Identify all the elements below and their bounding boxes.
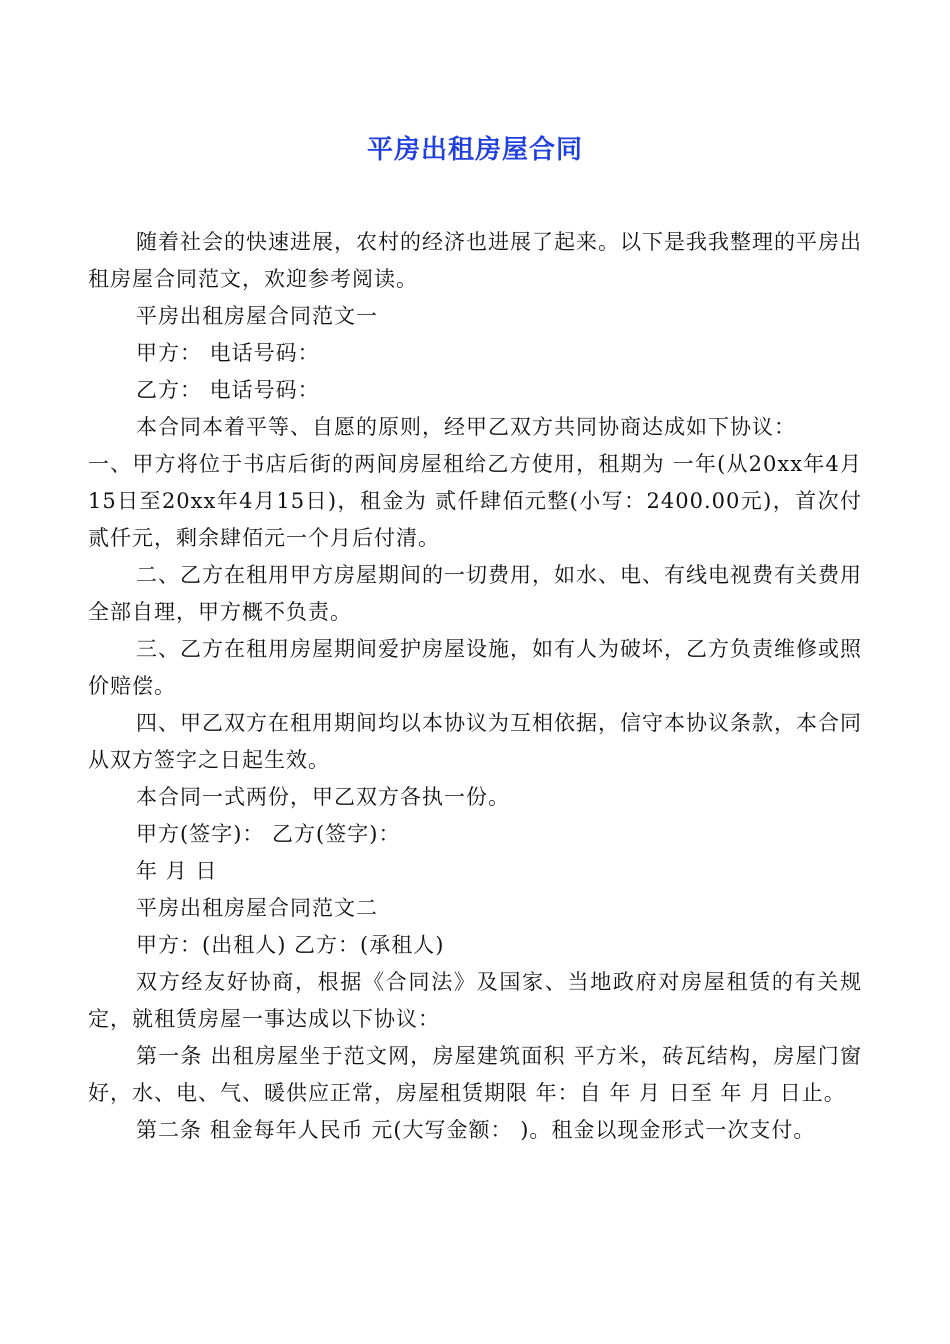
paragraph: 随着社会的快速进展，农村的经济也进展了起来。以下是我我整理的平房出租房屋合同范文，欢迎参考阅读。 [88,230,862,291]
paragraph: 第一条 出租房屋坐于范文网，房屋建筑面积 平方米，砖瓦结构，房屋门窗好，水、电、气、暖供应正常，房屋租赁期限 年：自 年 月 日至 年 月 日止。 [88,1044,862,1105]
paragraph: 双方经友好协商，根据《合同法》及国家、当地政府对房屋租赁的有关规定，就租赁房屋一事达成以下协议： [88,970,862,1031]
section-heading: 平房出租房屋合同范文一 [136,304,378,328]
paragraph: 本合同本着平等、自愿的原则，经甲乙双方共同协商达成如下协议： [136,415,796,439]
paragraph: 二、乙方在租用甲方房屋期间的一切费用，如水、电、有线电视费有关费用全部自理，甲方概不负责。 [88,563,862,624]
paragraph: 乙方： 电话号码： [136,378,320,402]
signature-line: 甲方(签字)： 乙方(签字)： [136,822,401,846]
document-title: 平房出租房屋合同 [366,135,583,165]
paragraph: 一、甲方将位于书店后街的两间房屋租给乙方使用，租期为 一年(从20xx年4月15日至20xx年4月15日)，租金为 贰仟肆佰元整(小写：2400.00元)，首次付贰仟元，剩余肆佰元一个月后付清。 [88,452,862,550]
paragraph: 本合同一式两份，甲乙双方各执一份。 [136,785,510,809]
paragraph: 四、甲乙双方在租用期间均以本协议为互相依据，信守本协议条款，本合同从双方签字之日起生效。 [88,711,862,772]
paragraph: 甲方：(出租人) 乙方：(承租人) [136,933,445,957]
document-body [88,224,862,1149]
paragraph: 三、乙方在租用房屋期间爱护房屋设施，如有人为破坏，乙方负责维修或照价赔偿。 [88,637,862,698]
section-heading: 平房出租房屋合同范文二 [136,896,378,920]
paragraph: 甲方： 电话号码： [136,341,320,365]
paragraph: 第二条 租金每年人民币 元(大写金额： )。租金以现金形式一次支付。 [136,1118,816,1142]
date-line: 年 月 日 [136,859,218,883]
